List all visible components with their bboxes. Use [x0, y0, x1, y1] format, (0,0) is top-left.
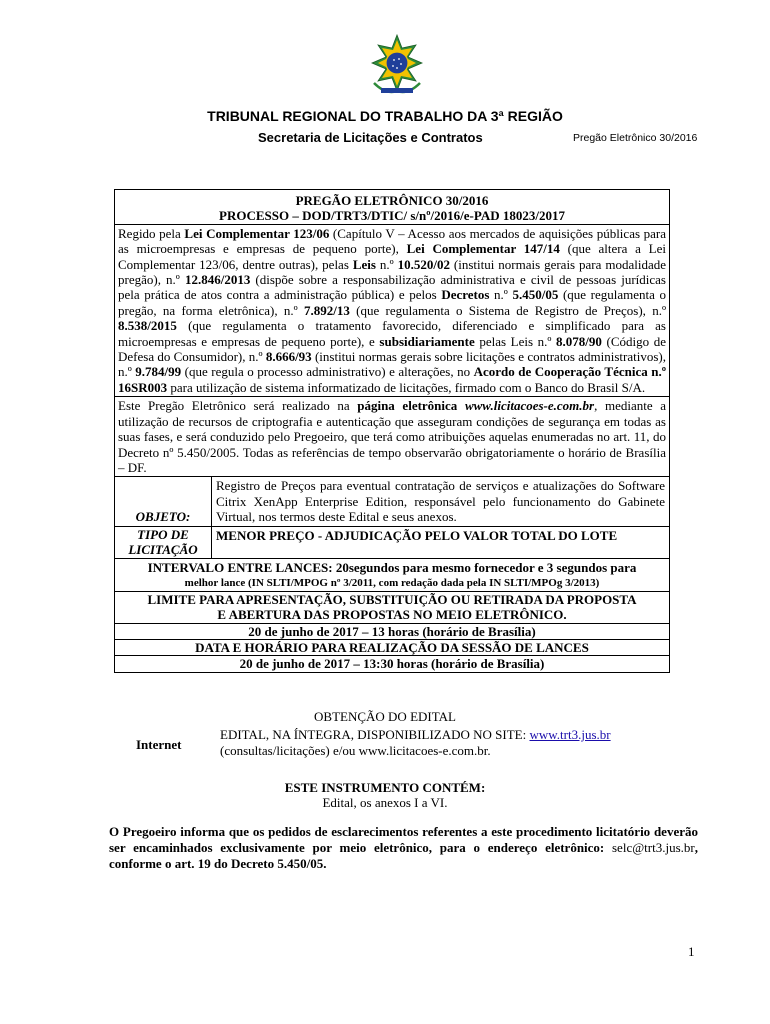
objeto-label: OBJETO: — [115, 477, 212, 525]
platform-row — [115, 396, 669, 476]
text-segment: n.º — [375, 256, 398, 272]
text-segment: (consultas/licitações) e/ou www.licitacoes-e.com.br. — [220, 743, 491, 758]
edital-summary-table — [114, 189, 670, 673]
text-segment: (institui normais gerais para modalidade pregão), n.º — [118, 256, 666, 288]
text-segment: Regido pela — [118, 225, 185, 241]
platform-url: www.licitacoes-e.com.br — [464, 398, 595, 414]
internet-label: Internet — [136, 737, 182, 752]
text-segment: n.º — [489, 287, 513, 303]
text-segment: (que regula o processo administrativo) e alterações, no — [181, 364, 474, 380]
text-segment: (Código de Defesa do Consumidor), n.º — [118, 333, 667, 365]
text-segment: 8.078/90 — [556, 333, 602, 349]
text-segment: para utilização de sistema informatizado de licitações, firmado com o Banco do Brasil S/A. — [167, 379, 646, 395]
text-segment: , conforme o art. 19 do Decreto 5.450/05. — [109, 840, 698, 871]
obtencao-text — [220, 727, 680, 759]
text-segment: (que regulamenta o pregão, na forma eletrônica), n.º — [118, 287, 667, 318]
text-segment: 9.784/99 — [135, 364, 182, 380]
text-segment: página eletrônica — [357, 398, 458, 414]
contem-text: Edital, os anexos I a VI. — [322, 795, 448, 810]
text-segment: 8.666/93 — [265, 349, 312, 365]
text-segment: 12.846/2013 — [184, 272, 251, 288]
text-segment: 10.520/02 — [397, 256, 450, 272]
tipo-text: MENOR PREÇO - ADJUDICAÇÃO PELO VALOR TOTAL DO LOTE — [216, 527, 618, 543]
brasil-coat-of-arms-emblem — [366, 33, 428, 97]
text-segment: Acordo de Cooperação Técnica n.º 16SR003 — [118, 364, 666, 395]
text-segment: 7.892/13 — [303, 302, 350, 318]
text-segment: (que regulamenta o tratamento favorecido, diferenciado e simplificado para as microempresas e empresas de pequeno porte), e — [118, 318, 666, 349]
text-segment: Decretos — [441, 287, 490, 303]
text-segment: 8.538/2015 — [118, 318, 177, 334]
objeto-text: Registro de Preços para eventual contratação de serviços e atualizações do Software Citrix XenApp Enterprise Edition, responsável pelo funcionamento do Gabinete Virtual, nos termos deste Edital e seus anexos. — [216, 478, 665, 525]
text-segment: (dispõe sobre a responsabilização administrativa e civil de pessoas jurídicas pela prática de atos contra a administração pública) e pelos — [118, 272, 666, 303]
text-segment: (Capítulo V – Acesso aos mercados de aquisições públicas para as microempresas e empresas de pequeno porte), — [118, 225, 666, 257]
sessao-title-row: DATA E HORÁRIO PARA REALIZAÇÃO DA SESSÃO DE LANCES — [115, 639, 669, 655]
intervalo-row — [115, 558, 669, 590]
intervalo-line1: INTERVALO ENTRE LANCES: 20segundos para mesmo fornecedor e 3 segundos para — [147, 560, 637, 576]
text-segment: , mediante a utilização de recursos de criptografia e autenticação que asseguram condições de segurança em todas as suas fases, e será conduzido pelo Pregoeiro, que terá como atribuições aquelas enumeradas no art. 11, do Decreto nº 5.450/2005. Todas as referências de tempo observarão obrigatoriamente o horário de Brasília – DF. — [118, 398, 667, 475]
text-segment: Lei Complementar 123/06 — [184, 225, 330, 241]
text-segment: O Pregoeiro informa que os pedidos de esclarecimentos referentes a este procedimento licitatório deverão ser encaminhados exclusivamente por meio eletrônico, para o endereço eletrônico: — [109, 824, 698, 855]
tipo-row — [115, 526, 669, 559]
obtencao-title: OBTENÇÃO DO EDITAL — [314, 709, 456, 724]
intervalo-line2: melhor lance (IN SLTI/MPOG nº 3/2011, com redação dada pela IN SLTI/MPOg 3/2013) — [184, 576, 600, 589]
processo-title: PROCESSO – DOD/TRT3/DTIC/ s/nº/2016/e-PAD 18023/2017 — [219, 208, 565, 224]
text-segment: Este Pregão Eletrônico será realizado na — [118, 398, 358, 414]
text-segment: EDITAL, NA ÍNTEGRA, DISPONIBILIZADO NO SITE: — [220, 727, 530, 742]
text-segment: pelas Leis n.º — [474, 333, 557, 349]
trt3-site-link[interactable]: www.trt3.jus.br — [529, 727, 611, 742]
objeto-row — [115, 476, 669, 525]
text-segment: Leis — [352, 256, 376, 272]
pregao-reference: Pregão Eletrônico 30/2016 — [573, 132, 698, 144]
table-title-row — [115, 190, 669, 224]
limite-row — [115, 591, 669, 623]
pregao-title: PREGÃO ELETRÔNICO 30/2016 — [295, 193, 489, 208]
text-segment: 5.450/05 — [512, 287, 559, 303]
contact-email: selc@trt3.jus.br — [612, 840, 695, 855]
text-segment: (que altera a Lei Complementar 123/06, dentre outras), pelas — [118, 241, 667, 272]
page-number: 1 — [688, 944, 695, 959]
text-segment: subsidiariamente — [379, 333, 475, 349]
secretaria-label: Secretaria de Licitações e Contratos — [258, 130, 483, 145]
text-segment: (institui normas gerais sobre licitações e contratos administrativos), n.º — [118, 349, 666, 380]
limite-date-row: 20 de junho de 2017 – 13 horas (horário de Brasília) — [115, 623, 669, 639]
text-segment — [457, 398, 465, 413]
tipo-label: TIPO DE LICITAÇÃO — [115, 527, 212, 559]
legal-basis-row — [115, 224, 669, 396]
text-segment: Lei Complementar 147/14 — [406, 241, 560, 257]
text-segment: (que regulamenta o Sistema de Registro de Preços), n.º — [349, 302, 666, 318]
limite-line2: E ABERTURA DAS PROPOSTAS NO MEIO ELETRÔNICO. — [217, 607, 567, 623]
contem-title: ESTE INSTRUMENTO CONTÉM: — [284, 780, 486, 795]
limite-line1: LIMITE PARA APRESENTAÇÃO, SUBSTITUIÇÃO OU RETIRADA DA PROPOSTA — [147, 591, 637, 607]
court-title: TRIBUNAL REGIONAL DO TRABALHO DA 3ª REGIÃO — [207, 108, 563, 124]
sessao-date-row: 20 de junho de 2017 – 13:30 horas (horário de Brasília) — [115, 655, 669, 671]
pregoeiro-note — [109, 824, 698, 872]
